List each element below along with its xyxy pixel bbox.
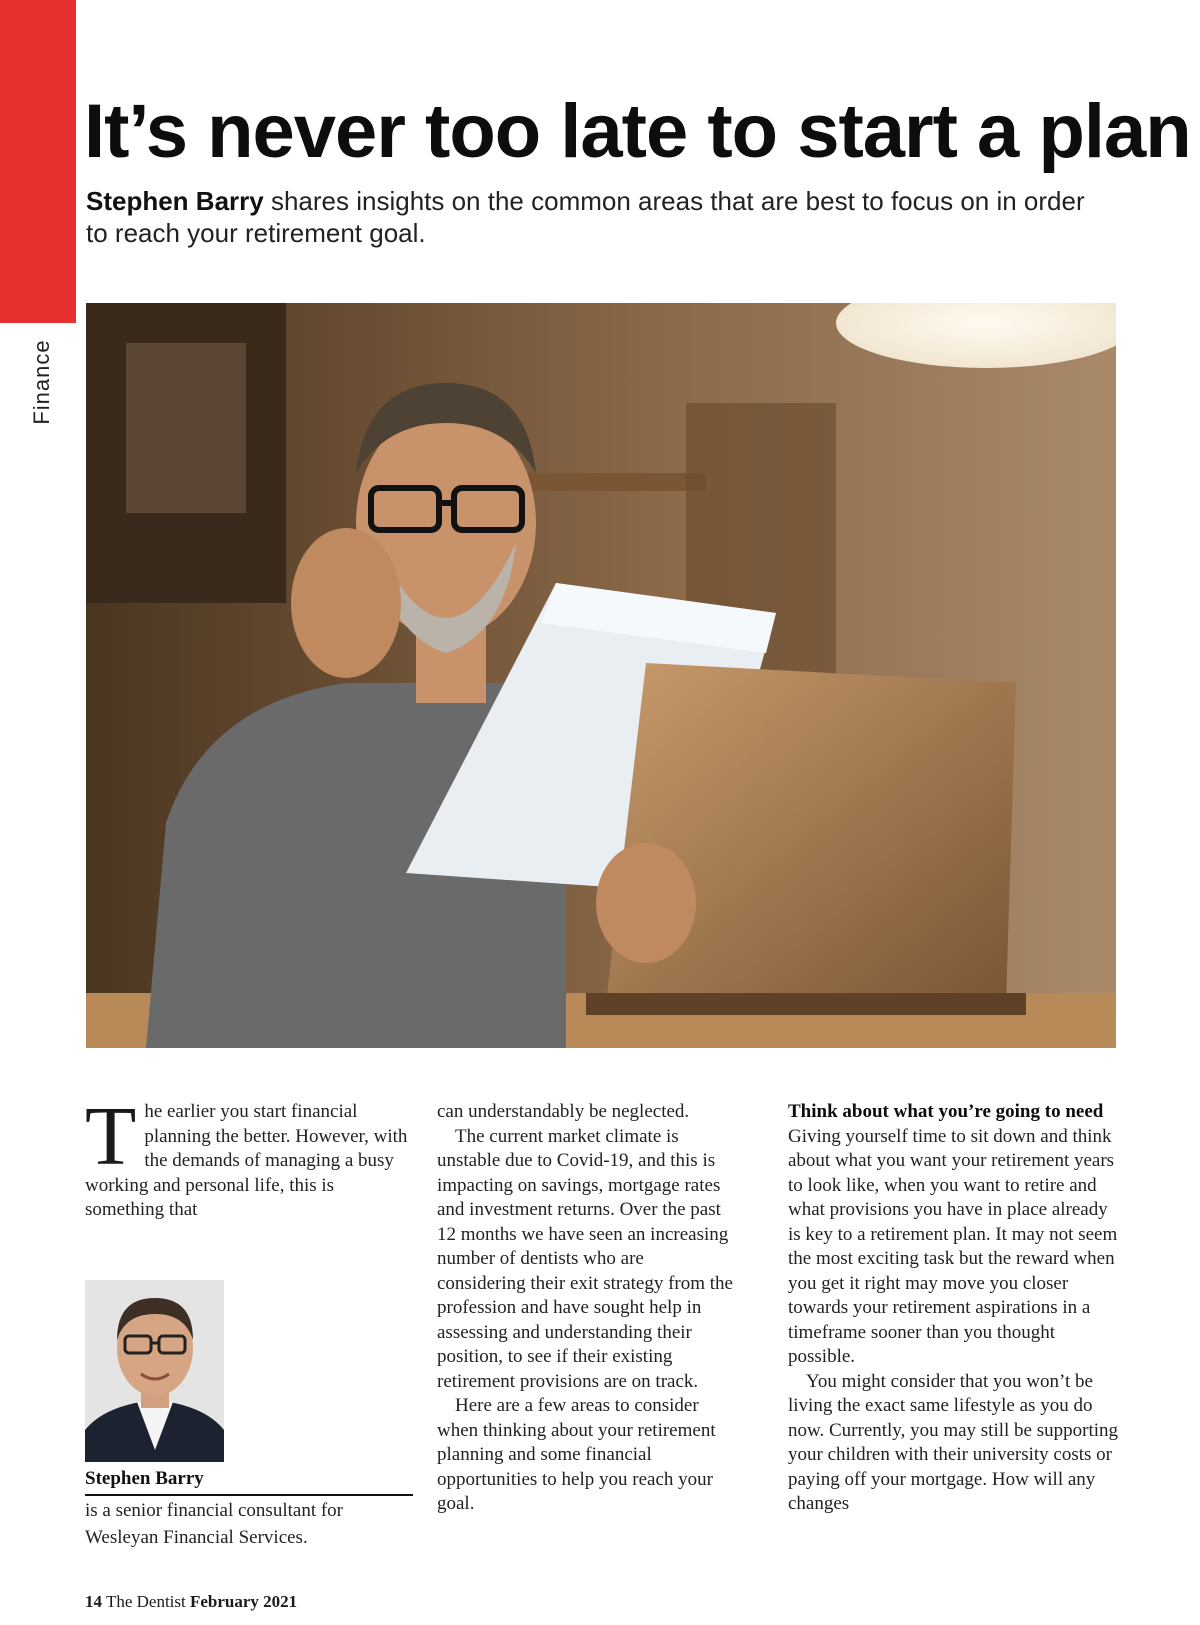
- standfirst-text: shares insights on the common areas that are best to focus on in order to reach your retirement goal.: [86, 186, 1085, 248]
- article-headline: It’s never too late to start a plan: [84, 89, 1191, 174]
- page-number: 14: [85, 1592, 102, 1611]
- body-paragraph: can understandably be neglected.: [437, 1101, 690, 1122]
- body-paragraph: Here are a few areas to consider when thinking about your retirement planning and some financial opportunities to help you reach your goal.: [437, 1395, 716, 1514]
- body-paragraph: he earlier you start financial planning the better. However, with the demands of managing a busy working and personal life, this is something that: [85, 1101, 408, 1220]
- body-paragraph: You might consider that you won’t be living the exact same lifestyle as you do now. Currently, you may still be supporting your children with their university costs or paying off your mortgage. How will any changes: [788, 1370, 1119, 1514]
- drop-cap: T: [85, 1090, 137, 1183]
- author-name: Stephen Barry: [85, 1467, 413, 1496]
- article-column-1: [85, 1090, 415, 1223]
- section-label: Finance: [29, 339, 54, 425]
- author-bio: is a senior financial consultant for Wesleyan Financial Services.: [85, 1500, 344, 1548]
- body-paragraph: The current market climate is unstable due to Covid-19, and this is impacting on savings, mortgage rates and investment returns. Over the past 12 months we have seen an increasing number of dentists who are considering their exit strategy from the profession and have sought help in assessing and understanding their position, to see if their existing retirement provisions are on track.: [437, 1125, 733, 1392]
- author-photo: [85, 1280, 224, 1462]
- article-column-3: [788, 1100, 1118, 1517]
- body-paragraph: Giving yourself time to sit down and think about what you want your retirement years to look like, when you want to retire and what provisions you have in place already is key to a retirement plan. It may not seem the most exciting task but the reward when you get it right may move you closer towards your retirement aspirations in a timeframe sooner than you thought possible.: [788, 1125, 1118, 1367]
- publication-name: The Dentist: [105, 1592, 186, 1611]
- section-subheading: Think about what you’re going to need: [788, 1101, 1104, 1122]
- issue-date: February 2021: [190, 1592, 298, 1611]
- article-standfirst: [86, 185, 1086, 249]
- standfirst-author: Stephen Barry: [86, 186, 264, 216]
- article-column-2: [437, 1100, 737, 1517]
- section-color-tab: [0, 0, 76, 323]
- hero-photo: [86, 303, 1116, 1048]
- page-footer: [85, 1592, 297, 1612]
